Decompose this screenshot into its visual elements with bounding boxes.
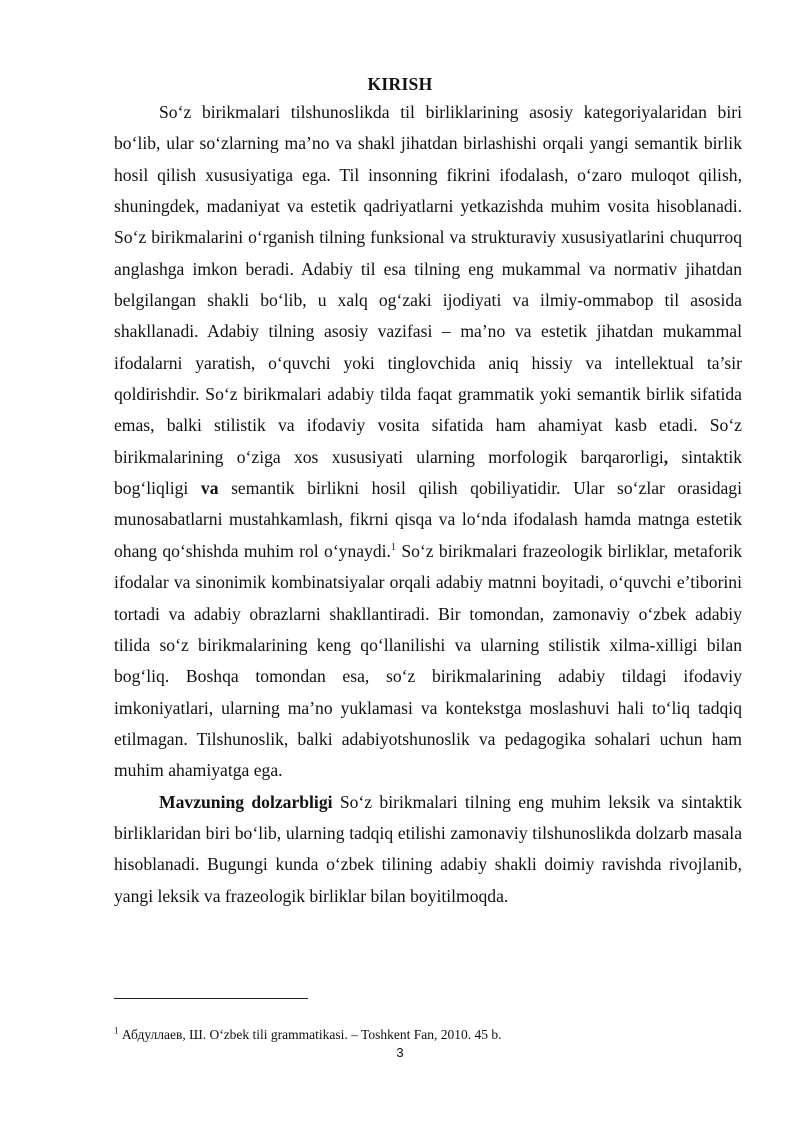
relevance-lead: Mavzuning dolzarbligi	[159, 791, 333, 812]
intro-text-part4: So‘z birikmalari frazeologik birliklar, metaforik ifodalar va sinonimik kombinatsiyalar orqali adabiy matnni boyitadi, o‘quvchi e’tiborini tortadi va adabiy obrazlarni shakllantiradi. Bir tomondan, zamonaviy o‘zbek adabiy tilida so‘z birikmalarining keng qo‘llanilishi va ularning stilistik xilma-xilligi bilan bog‘liq. Boshqa tomondan esa, so‘z birikmalarining adabiy tildagi ifodaviy imkoniyatlari, ularning ma’no yuklamasi va kontekstga moslashuvi hali to‘liq tadqiq etilmagan. Tilshunoslik, balki adabiyotshunoslik va pedagogika sohalari uchun ham muhim ahamiyatga ega.	[114, 540, 742, 781]
footnote-number: 1	[114, 1025, 119, 1036]
relevance-paragraph	[114, 787, 742, 912]
page-number: 3	[396, 1045, 404, 1060]
footnote-text: Абдуллаев, Ш. O‘zbek tili grammatikasi. – Toshkent Fan, 2010. 45 b.	[118, 1027, 502, 1042]
intro-text-part3: semantik birlikni hosil qilish qobiliyatidir. Ular so‘zlar orasidagi munosabatlarni mustahkamlash, fikrni qisqa va lo‘nda ifodalash hamda matnga estetik ohang qo‘shishda muhim rol o‘ynaydi.	[114, 478, 742, 561]
body-text	[114, 97, 742, 912]
section-heading: KIRISH	[367, 74, 433, 94]
footnote	[114, 1027, 501, 1043]
bold-conjunction: va	[200, 478, 219, 499]
relevance-text: So‘z birikmalari tilning eng muhim leksik va sintaktik birliklaridan biri bo‘lib, ularning tadqiq etilishi zamonaviy tilshunoslikda dolzarb masala hisoblanadi. Bugungi kunda o‘zbek tilining adabiy shakli doimiy ravishda rivojlanib, yangi leksik va frazeologik birliklar bilan boyitilmoqda.	[114, 791, 742, 906]
intro-paragraph	[114, 97, 742, 787]
footnote-separator	[114, 998, 308, 999]
intro-text-part1: So‘z birikmalari tilshunoslikda til birliklarining asosiy kategoriyalaridan biri bo‘lib, ular so‘zlarning ma’no va shakl jihatdan birlashishi orqali yangi semantik birlik hosil qilish xususiyatiga ega. Til insonning fikrini ifodalash, o‘zaro muloqot qilish, shuningdek, madaniyat va estetik qadriyatlarni yetkazishda muhim vosita hisoblanadi. So‘z birikmalarini o‘rganish tilning funksional va strukturaviy xususiyatlarini chuqurroq anglashga imkon beradi. Adabiy til esa tilning eng mukammal va normativ jihatdan belgilangan shakli bo‘lib, u xalq og‘zaki ijodiyati va ilmiy-ommabop til asosida shakllanadi. Adabiy tilning asosiy vazifasi – ma’no va estetik jihatdan mukammal ifodalarni yaratish, o‘quvchi yoki tinglovchida aniq hissiy va intellektual ta’sir qoldirishdir. So‘z birikmalari adabiy tilda faqat grammatik yoki semantik birlik sifatida emas, balki stilistik va ifodaviy vosita sifatida ham ahamiyat kasb etadi. So‘z birikmalarining o‘ziga xos xususiyati ularning morfologik barqarorligi	[114, 102, 742, 467]
footnote-reference[interactable]: 1	[390, 541, 396, 553]
intro-text-part2: sintaktik bog‘liqligi	[114, 446, 743, 499]
bold-comma: ,	[663, 446, 669, 467]
